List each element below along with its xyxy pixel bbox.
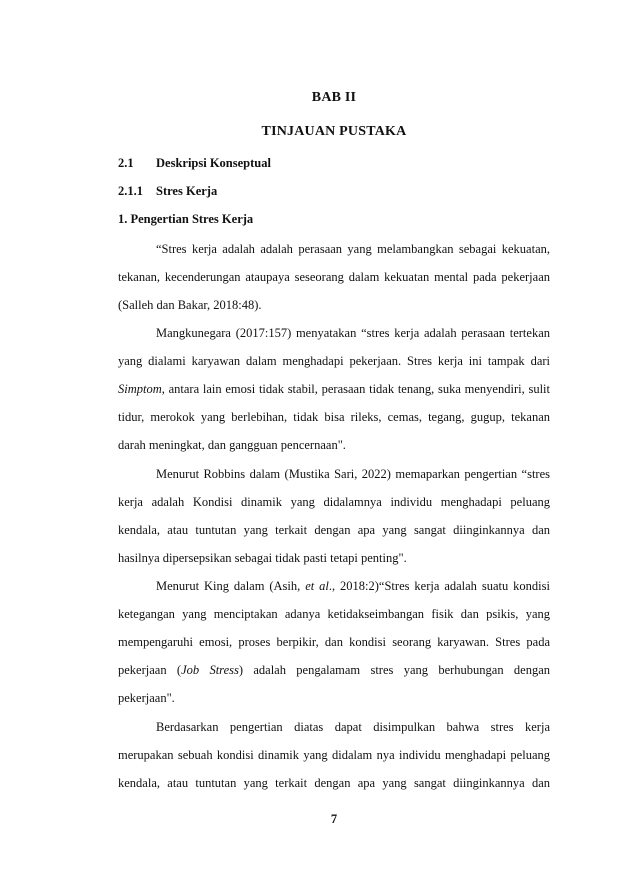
para3-line1: Menurut Robbins dalam (Mustika Sari, 2022) memaparkan pengertian “stres xyxy=(156,467,550,481)
chapter-label: BAB II xyxy=(311,90,357,105)
para2-line3: Simptom, antara lain emosi tidak stabil, perasaan tidak tenang, suka menyendiri, sulit xyxy=(118,382,550,396)
section-heading xyxy=(118,156,271,171)
page-number: 7 xyxy=(330,812,338,826)
para2-line2: yang dialami karyawan dalam menghadapi pekerjaan. Stres kerja ini tampak dari xyxy=(118,354,550,368)
para2-line5: darah meningkat, dan gangguan pencernaan". xyxy=(118,438,346,452)
subsection-heading xyxy=(118,184,217,199)
chapter-title: TINJAUAN PUSTAKA xyxy=(261,124,407,139)
para5-line2: merupakan sebuah kondisi dinamik yang didalam nya individu menghadapi peluang xyxy=(118,748,550,762)
para3-line4: hasilnya dipersepsikan sebagai tidak pasti tetapi penting". xyxy=(118,551,407,565)
subsection-title: Stres Kerja xyxy=(156,184,218,198)
subheading: 1. Pengertian Stres Kerja xyxy=(118,212,254,226)
italic-term: Job Stress xyxy=(181,663,239,677)
italic-term: et al xyxy=(305,579,329,593)
para1-line3: (Salleh dan Bakar, 2018:48). xyxy=(118,298,262,312)
para4-line3: mempengaruhi emosi, proses berpikir, dan kondisi seorang karyawan. Stres pada xyxy=(118,635,550,649)
section-number: 2.1 xyxy=(118,156,134,170)
para4-line5: pekerjaan". xyxy=(118,691,175,705)
para1-line1: “Stres kerja adalah adalah perasaan yang melambangkan sebagai kekuatan, xyxy=(156,242,550,256)
subsection-number: 2.1.1 xyxy=(118,184,143,198)
para5-line3: kendala, atau tuntutan yang terkait dengan apa yang sangat diinginkannya dan xyxy=(118,776,550,790)
italic-term: Simptom, xyxy=(118,382,165,396)
para4-line4: pekerjaan (Job Stress) adalah pengalamam stres yang berhubungan dengan xyxy=(118,663,550,677)
para5-line1: Berdasarkan pengertian diatas dapat disimpulkan bahwa stres kerja xyxy=(156,720,550,734)
para2-line4: tidur, merokok yang berlebihan, tidak bisa rileks, cemas, tegang, gugup, tekanan xyxy=(118,410,550,424)
para4-line1: Menurut King dalam (Asih, et al., 2018:2)“Stres kerja adalah suatu kondisi xyxy=(156,579,550,593)
para3-line2: kerja adalah Kondisi dinamik yang didalamnya individu menghadapi peluang xyxy=(118,495,550,509)
para1-line2: tekanan, kecenderungan ataupaya seseorang dalam kekuatan mental pada pekerjaan xyxy=(118,270,550,284)
para3-line3: kendala, atau tuntutan yang terkait dengan apa yang sangat diinginkannya dan xyxy=(118,523,550,537)
section-title: Deskripsi Konseptual xyxy=(156,156,271,170)
para2-line1: Mangkunegara (2017:157) menyatakan “stres kerja adalah perasaan tertekan xyxy=(156,326,550,340)
para4-line2: ketegangan yang menciptakan adanya ketidakseimbangan fisik dan psikis, yang xyxy=(118,607,550,621)
